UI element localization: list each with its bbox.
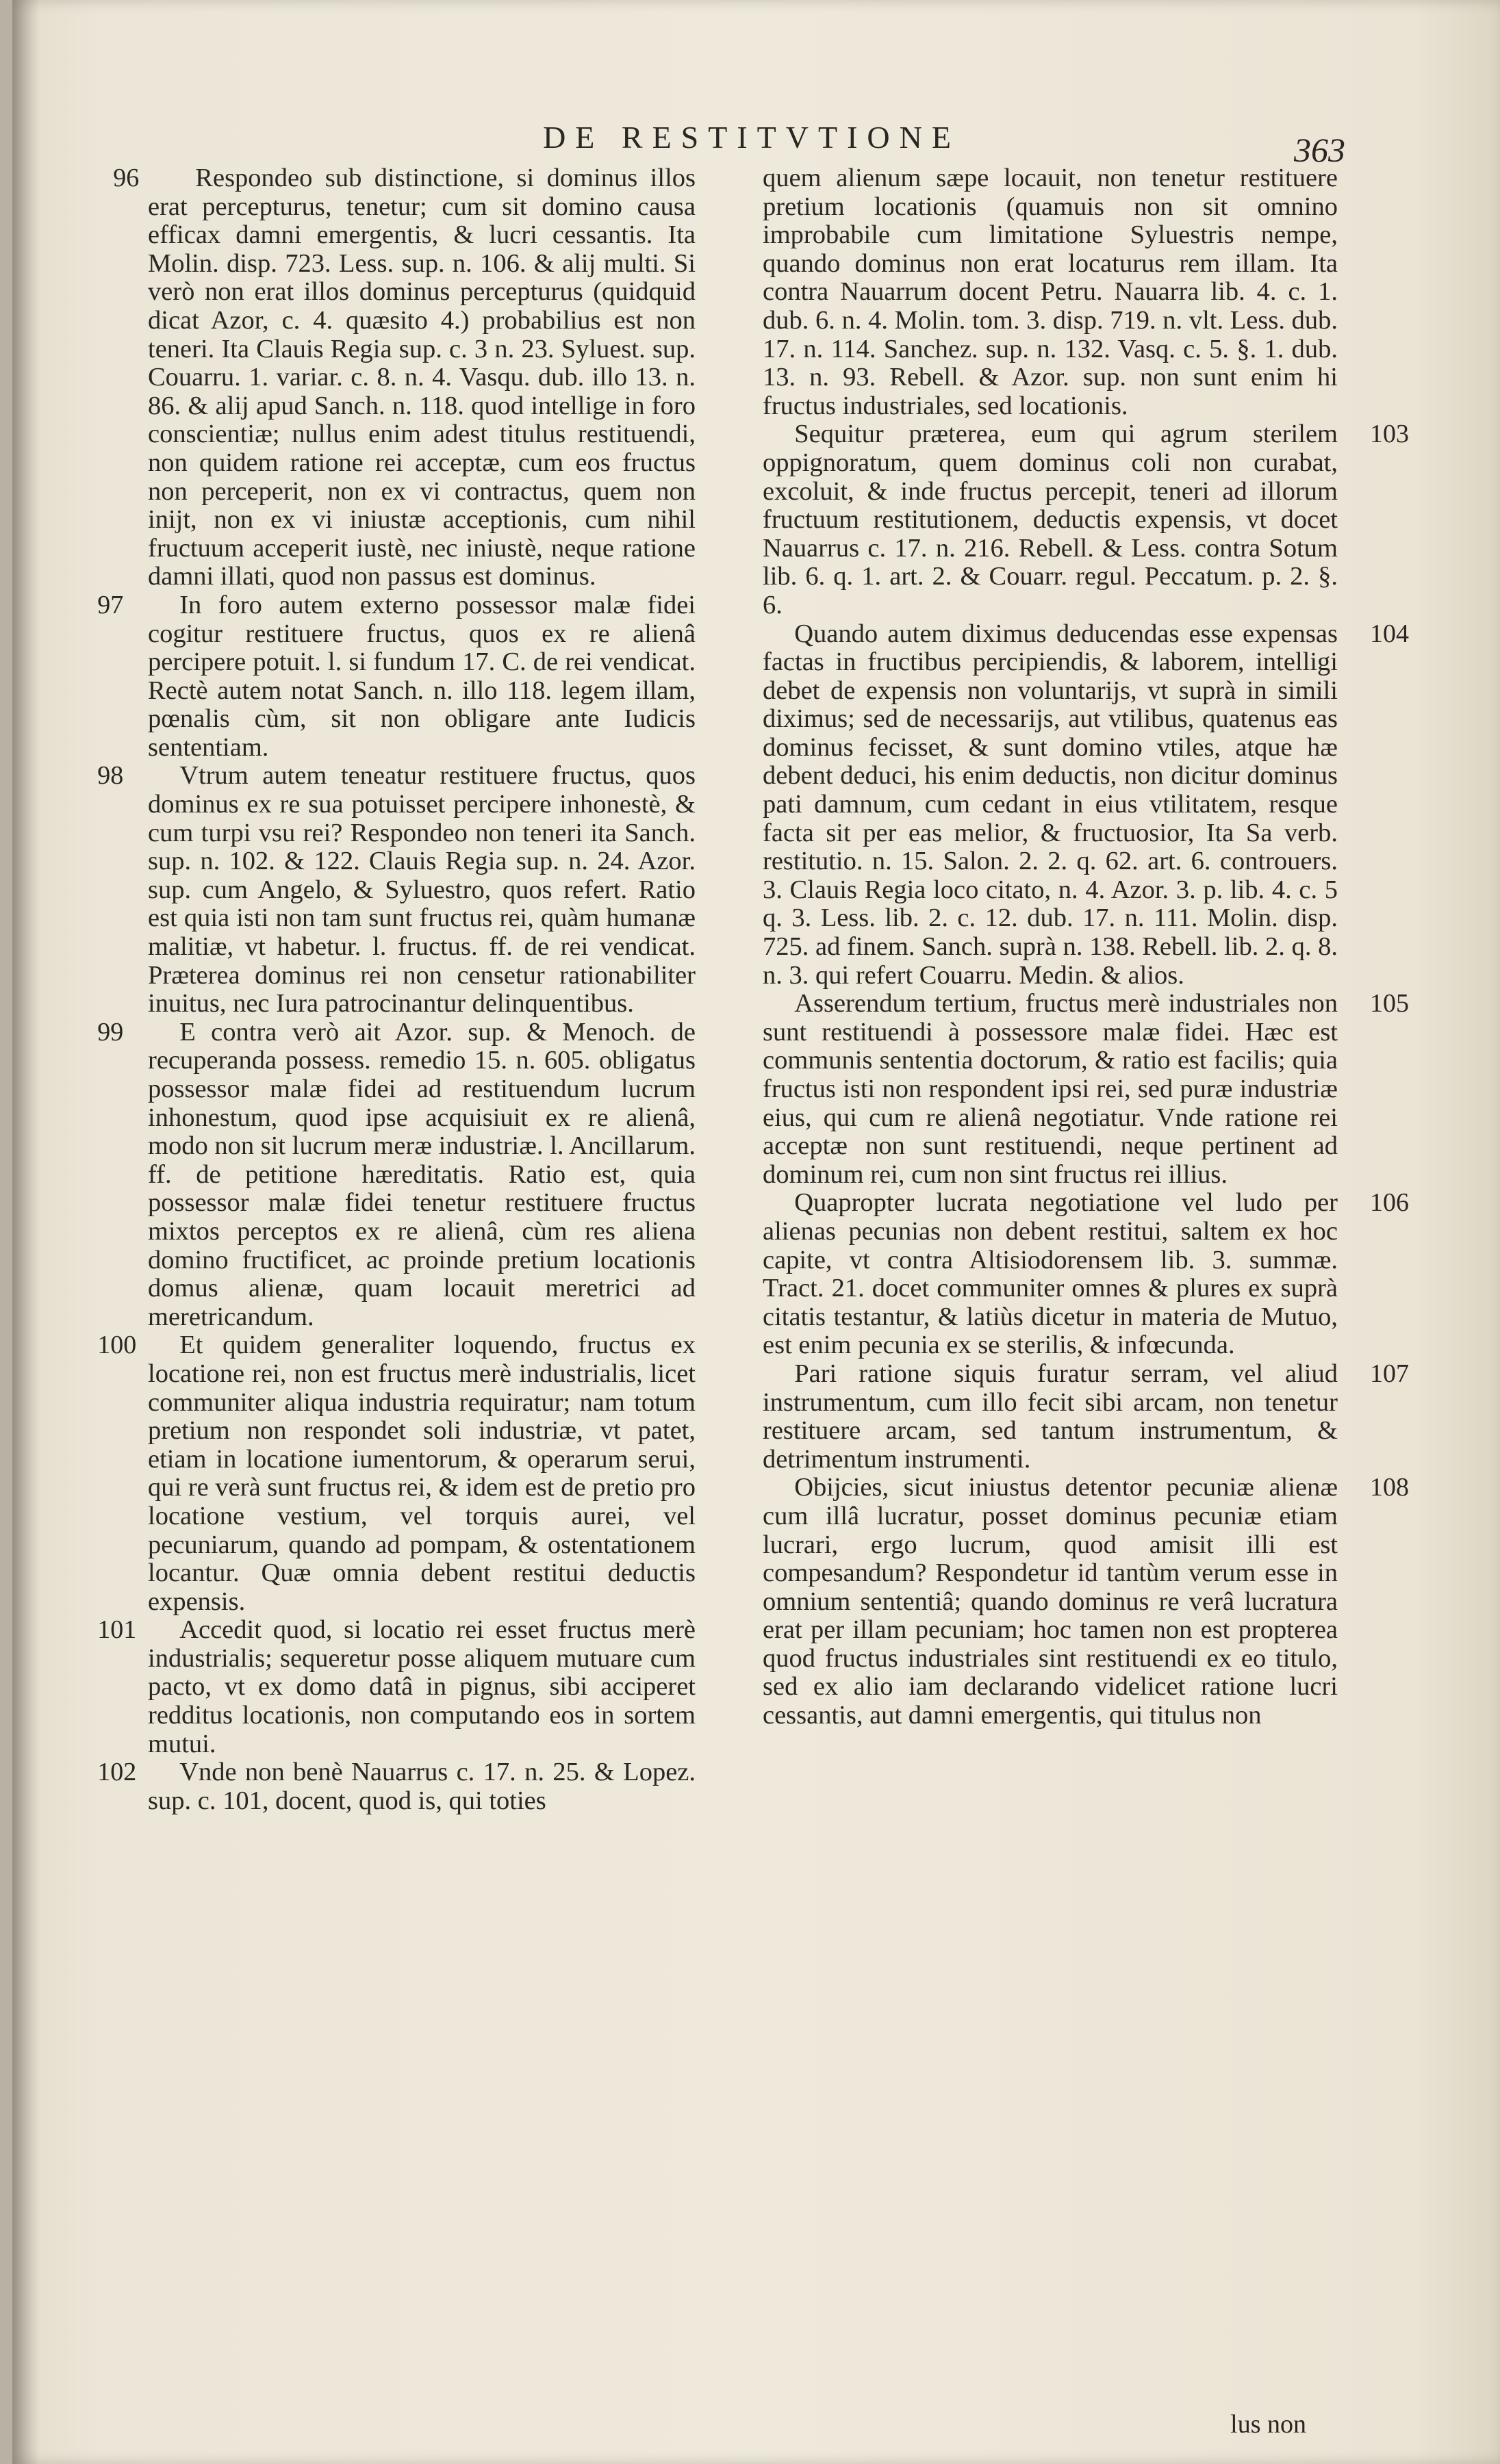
running-head: [12, 119, 1500, 167]
right-column: [763, 164, 1409, 1730]
paragraph: [763, 1473, 1409, 1730]
paragraph-text: Sequitur præterea, eum qui agrum sterilem oppignoratum, quem dominus coli non curabat, excoluit, & inde fructus percepit, teneri ad illorum fructuum restitutionem, deductis expensis, vt docet Nauarrus c. 17. n. 216. Rebell. & Less. contra Sotum lib. 6. q. 1. art. 2. & Couarr. regul. Peccatum. p. 2. §. 6.: [763, 420, 1338, 619]
book-page: [12, 0, 1500, 2464]
catchword: lus non: [1230, 2410, 1306, 2439]
paragraph: [763, 989, 1409, 1189]
marginal-number: 101: [97, 1615, 137, 1645]
paragraph-text: Respondeo sub distinctione, si dominus illos erat percepturus, tenetur; cum sit domino causa efficax damni emergentis, & lucri cessantis. Ita Molin. disp. 723. Less. sup. n. 106. & alij multi. Si verò non erat illos dominus percepturus (quidquid dicat Azor, c. 4. quæsito 4.) probabilius est non teneri. Ita Clauis Regia sup. c. 3 n. 23. Syluest. sup. Couarru. 1. variar. c. 8. n. 4. Vasqu. dub. illo 13. n. 86. & alij apud Sanch. n. 118. quod intellige in foro conscientiæ; nullus enim adest titulus restituendi, non quidem ratione rei acceptæ, cum eos fructus non perceperit, non ex vi contractus, quem non inijt, non ex vi iniustæ acceptionis, cum nihil fructuum acceperit iustè, nec iniustè, neque ratione damni illati, quod non passus est dominus.: [148, 164, 696, 591]
marginal-number: 103: [1370, 420, 1409, 449]
paragraph-text: Quapropter lucrata negotiatione vel ludo per alienas pecunias non debent restitui, saltem ex hoc capite, vt contra Altisiodorensem lib. 3. summæ. Tract. 21. docet communiter omnes & plures ex suprà citatis testantur, & latiùs dicetur in materia de Mutuo, est enim pecunia ex se sterilis, & infœcunda.: [763, 1188, 1338, 1360]
paragraph: [763, 619, 1409, 990]
marginal-number: 100: [97, 1331, 137, 1360]
paragraph: [97, 1615, 696, 1758]
paragraph: [113, 164, 696, 591]
marginal-number: 105: [1370, 989, 1409, 1018]
paragraph: [97, 1758, 696, 1815]
paragraph-text: Vnde non benè Nauarrus c. 17. n. 25. & Lopez. sup. c. 101, docent, quod is, qui toties: [148, 1758, 696, 1815]
marginal-number: 107: [1370, 1359, 1409, 1388]
marginal-number: 97: [97, 590, 124, 619]
page-number: 363: [1294, 131, 1345, 169]
marginal-number: 96: [113, 164, 140, 192]
paragraph-text: Et quidem generaliter loquendo, fructus ex locatione rei, non est fructus merè industrialis, licet communiter aliqua industria requiratur; nam totum pretium non respondet soli industriæ, vt patet, etiam in locatione iumentorum, & operarum serui, qui re verà sunt fructus rei, & idem est de pretio pro locatione vestium, vel torquis aurei, vel pecuniarum, quando ad pompam, & ostentationem locantur. Quæ omnia debent restitui deductis expensis.: [148, 1331, 696, 1616]
paragraph-text: Vtrum autem teneatur restituere fructus, quos dominus ex re sua potuisset percipere inhonestè, & cum turpi vsu rei? Respondeo non teneri ita Sanch. sup. n. 102. & 122. Clauis Regia sup. n. 24. Azor. sup. cum Angelo, & Syluestro, quos refert. Ratio est quia isti non tam sunt fructus rei, quàm humanæ malitiæ, vt habetur. l. fructus. ff. de rei vendicat. Præterea dominus rei non censetur rationabiliter inuitus, nec Iura patrocinantur delinquentibus.: [148, 761, 696, 1018]
paragraph-text: Obijcies, sicut iniustus detentor pecuniæ alienæ cum illâ lucratur, posset dominus pecuniæ etiam lucrari, ergo lucrum, quod amisit illi est compesandum? Respondetur id tantùm verum esse in omnium sententiâ; quando dominus re verâ lucratura erat per illam pecuniam; hoc tamen non est propterea quod fructus industriales sint restituendi ex eo titulo, sed ex alio iam declarando videlicet ratione lucri cessantis, aut damni emergentis, qui titulus non: [763, 1473, 1338, 1730]
paragraph: [763, 1188, 1409, 1360]
paragraph-text: In foro autem externo possessor malæ fidei cogitur restituere fructus, quos ex re alienâ percipere potuit. l. si fundum 17. C. de rei vendicat. Rectè autem notat Sanch. n. illo 118. legem illam, pœnalis cùm, sit non obligare ante Iudicis sententiam.: [148, 590, 696, 762]
paragraph-text: Quando autem diximus deducendas esse expensas factas in fructibus percipiendis, & laborem, intelligi debet de expensis non voluntarijs, vt suprà in simili diximus; sed de necessarijs, aut vtilibus, quatenus eas dominus fecisset, & sunt domino vtiles, atque hæ debent deduci, his enim deductis, non dicitur dominus pati damnum, cum cedant in eius vtilitatem, resque facta sit per eas melior, & fructuosior, Ita Sa verb. restitutio. n. 15. Salon. 2. 2. q. 62. art. 6. controuers. 3. Clauis Regia loco citato, n. 4. Azor. 3. p. lib. 4. c. 5 q. 3. Less. lib. 2. c. 12. dub. 17. n. 111. Molin. disp. 725. ad finem. Sanch. suprà n. 138. Rebell. lib. 2. q. 8. n. 3. qui refert Couarru. Medin. & alios.: [763, 619, 1338, 990]
marginal-number: 99: [97, 1017, 124, 1047]
paragraph: [97, 590, 696, 762]
paragraph: [763, 420, 1409, 619]
marginal-number: 108: [1370, 1473, 1409, 1502]
paragraph: [763, 164, 1338, 420]
paragraph: [97, 761, 696, 1018]
paragraph: [97, 1331, 696, 1616]
paragraph: [763, 1359, 1409, 1474]
paragraph-text: Accedit quod, si locatio rei esset fructus merè industrialis; sequeretur posse aliquem mutuare cum pacto, vt ex domo datâ in pignus, sibi acciperet redditus locationis, non computando eos in sortem mutui.: [148, 1615, 696, 1758]
paragraph-text: E contra verò ait Azor. sup. & Menoch. de recuperanda possess. remedio 15. n. 605. obligatus possessor malæ fidei ad restituendum lucrum inhonestum, quod ipse acquisiuit ex re alienâ, modo non sit lucrum meræ industriæ. l. Ancillarum. ff. de petitione hæreditatis. Ratio est, quia possessor malæ fidei tenetur restituere fructus mixtos perceptos ex re alienâ, cùm res aliena domino fructificet, ac proinde pretium locationis domus alienæ, quam locauit meretrici ad meretricandum.: [148, 1017, 696, 1331]
paragraph: [97, 1017, 696, 1332]
marginal-number: 102: [97, 1758, 137, 1787]
paragraph-text: quem alienum sæpe locauit, non tenetur restituere pretium locationis (quamuis non sit omnino improbabile cum limitatione Syluestris nempe, quando dominus non erat locaturus rem illam. Ita contra Nauarrum docent Petru. Nauarra lib. 4. c. 1. dub. 6. n. 4. Molin. tom. 3. disp. 719. n. vlt. Less. dub. 17. n. 114. Sanchez. sup. n. 132. Vasq. c. 5. §. 1. dub. 13. n. 93. Rebell. & Azor. sup. non sunt enim hi fructus industriales, sed locationis.: [763, 164, 1338, 420]
marginal-number: 106: [1370, 1188, 1409, 1218]
marginal-number: 104: [1370, 619, 1409, 648]
paragraph-text: Asserendum tertium, fructus merè industriales non sunt restituendi à possessore malæ fidei. Hæc est communis sententia doctorum, & ratio est facilis; quia fructus isti non respondent ipsi rei, sed puræ industriæ eius, qui cum re alienâ negotiatur. Vnde ratione rei acceptæ non sunt restituendi, neque pertinent ad dominum rei, cum non sint fructus rei illius.: [763, 989, 1338, 1189]
left-column: [97, 164, 696, 1815]
marginal-number: 98: [97, 761, 124, 791]
paragraph-text: Pari ratione siquis furatur serram, vel aliud instrumentum, cum illo fecit sibi arcam, non tenetur restituere arcam, sed tantum instrumentum, & detrimentum instrumenti.: [763, 1359, 1338, 1474]
running-title: DE RESTITVTIONE: [543, 120, 961, 155]
gutter-shadow: [12, 0, 40, 2464]
